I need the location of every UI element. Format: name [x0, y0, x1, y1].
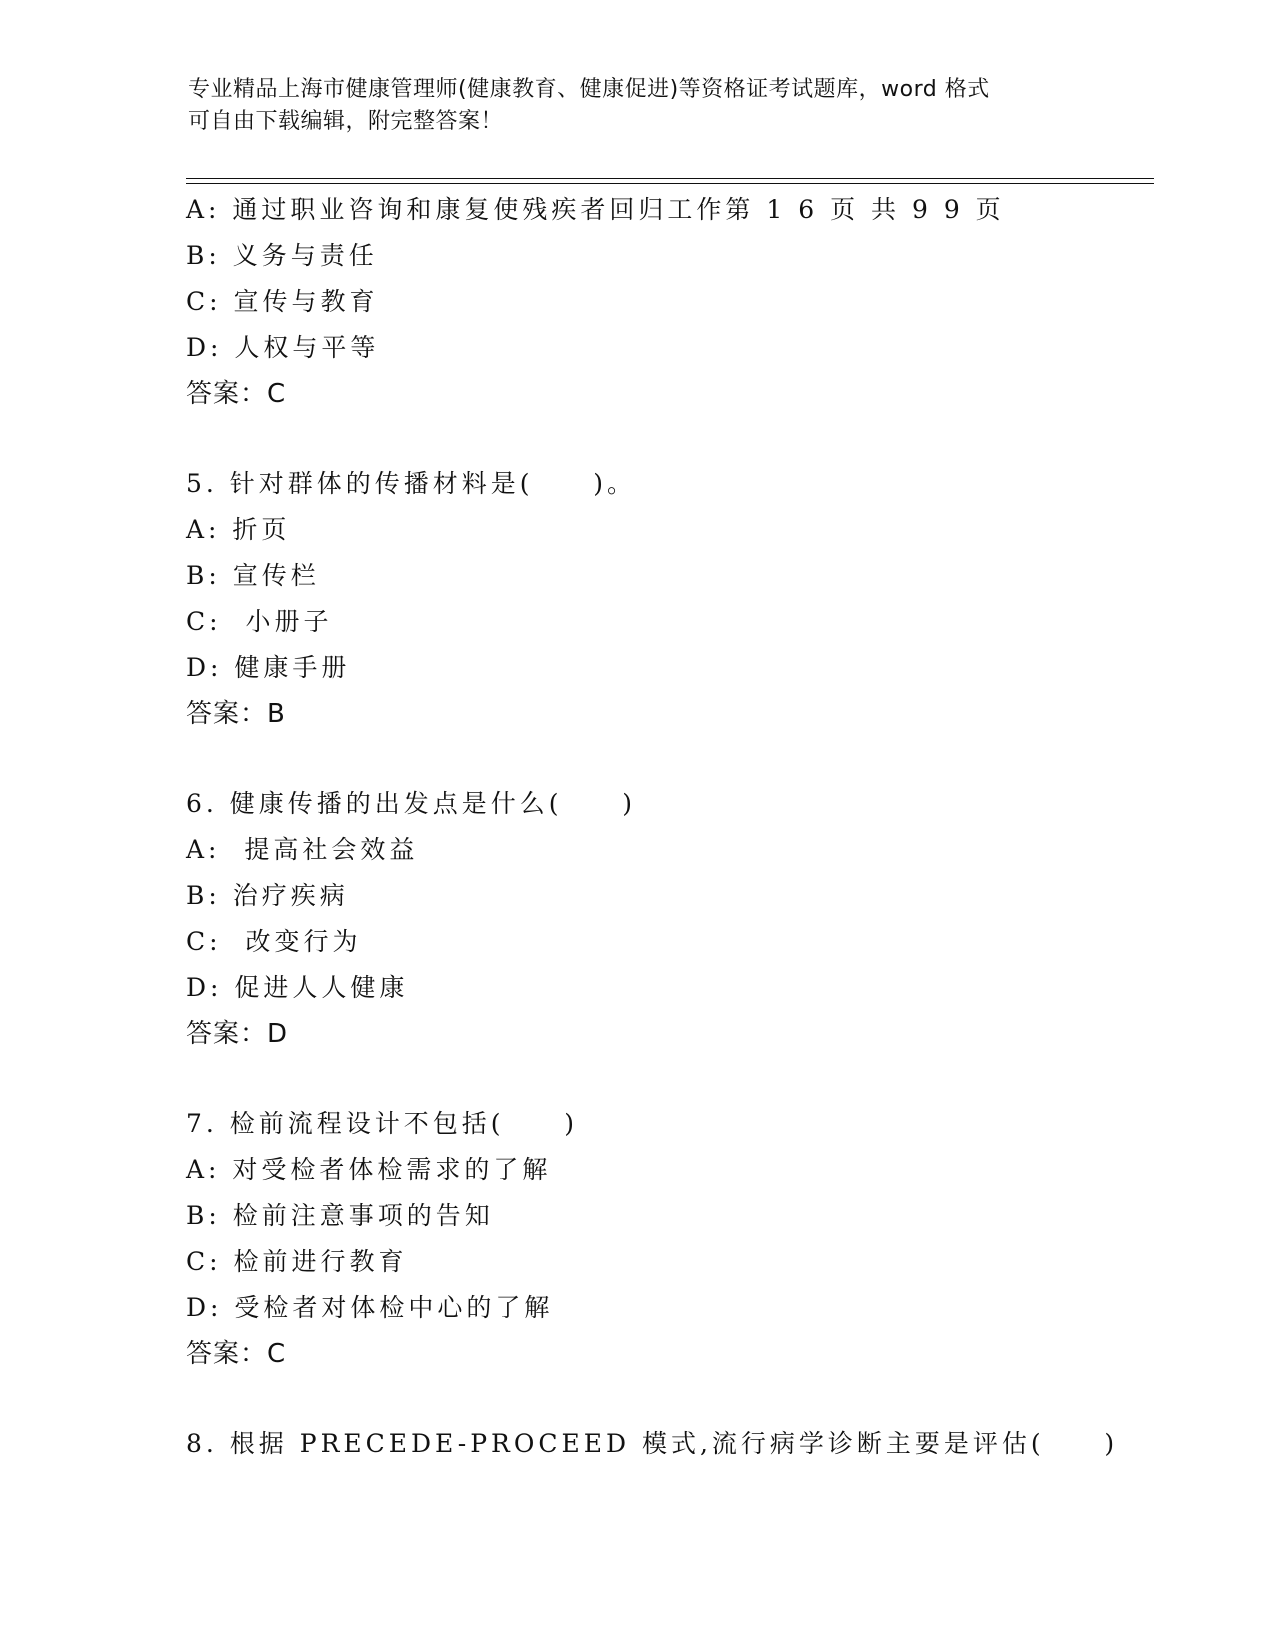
- answer-line: 答案：D: [186, 1019, 289, 1049]
- answer-line: 答案：B: [186, 699, 286, 729]
- question-stem: 6. 健康传播的出发点是什么( ): [186, 789, 637, 818]
- option-b: B: 检前注意事项的告知: [186, 1201, 494, 1230]
- option-c: C: 宣传与教育: [186, 287, 379, 316]
- option-a: A: 提高社会效益: [186, 835, 419, 864]
- option-d: D: 受检者对体检中心的了解: [186, 1293, 554, 1322]
- question-list: [186, 187, 1146, 1467]
- question-stem: 7. 检前流程设计不包括( ): [186, 1109, 579, 1138]
- option-b: B: 治疗疾病: [186, 881, 349, 910]
- header-title-line-2: 可自由下载编辑，附完整答案！: [188, 109, 504, 134]
- option-b: B: 义务与责任: [186, 241, 378, 270]
- option-a: A: 通过职业咨询和康复使残疾者回归工作第 1 6 页 共 9 9 页: [186, 195, 1005, 224]
- option-a: A: 折页: [186, 515, 291, 544]
- header-divider-top: [186, 178, 1154, 179]
- question-stem: 5. 针对群体的传播材料是( )。: [186, 469, 637, 498]
- option-c: C: 检前进行教育: [186, 1247, 408, 1276]
- question-block-4: [186, 187, 1146, 417]
- header-title-line-1: 专业精品上海市健康管理师(健康教育、健康促进)等资格证考试题库，word 格式: [188, 77, 990, 102]
- option-d: D: 人权与平等: [186, 333, 380, 362]
- document-header: [188, 74, 1088, 138]
- question-block-6: [186, 781, 1146, 1057]
- option-b: B: 宣传栏: [186, 561, 320, 590]
- option-d: D: 健康手册: [186, 653, 351, 682]
- option-a: A: 对受检者体检需求的了解: [186, 1155, 552, 1184]
- option-c: C: 小册子: [186, 607, 333, 636]
- answer-line: 答案：C: [186, 379, 287, 409]
- question-block-8: [186, 1421, 1146, 1467]
- header-divider-bottom: [186, 183, 1154, 184]
- question-block-5: [186, 461, 1146, 737]
- option-c: C: 改变行为: [186, 927, 362, 956]
- question-stem: 8. 根据 PRECEDE-PROCEED 模式,流行病学诊断主要是评估( ): [186, 1429, 1119, 1458]
- question-block-7: [186, 1101, 1146, 1377]
- option-d: D: 促进人人健康: [186, 973, 409, 1002]
- answer-line: 答案：C: [186, 1339, 287, 1369]
